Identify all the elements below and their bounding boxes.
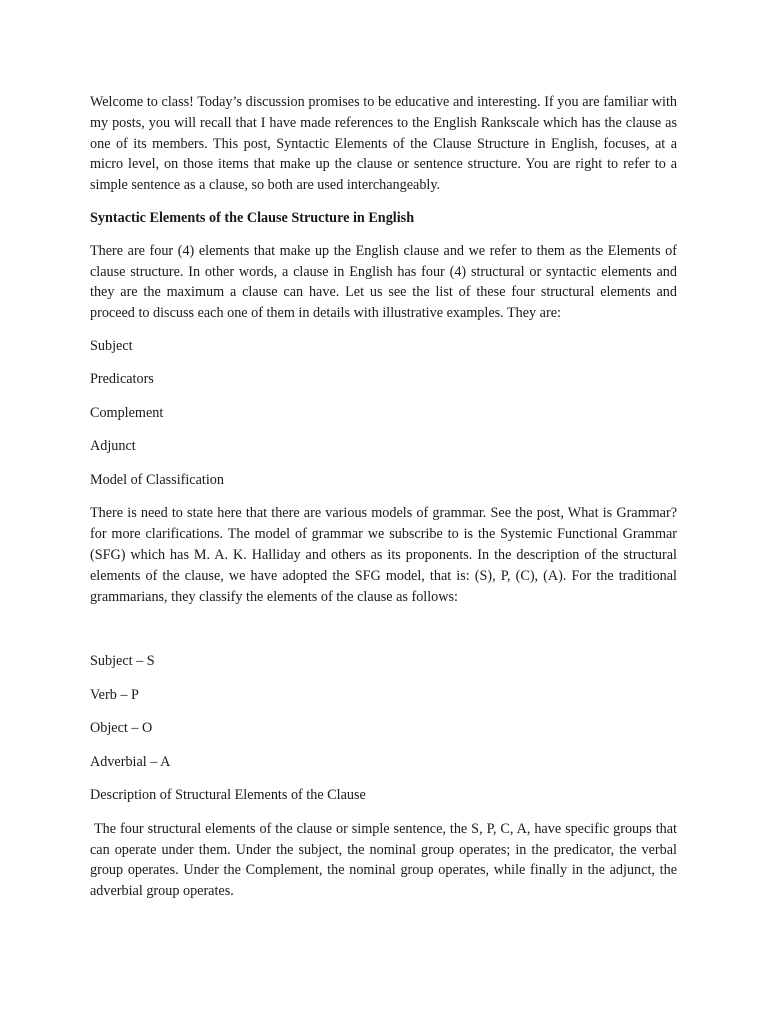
list-item-adverbial-a: Adverbial – A bbox=[90, 753, 171, 770]
section-heading: Syntactic Elements of the Clause Structure in English bbox=[90, 209, 415, 226]
list-item-complement: Complement bbox=[90, 404, 164, 421]
description-heading: Description of Structural Elements of the Clause bbox=[90, 787, 366, 804]
list-item-verb-p: Verb – P bbox=[90, 686, 139, 703]
list-item-adjunct: Adjunct bbox=[90, 438, 136, 455]
model-paragraph: There is need to state here that there are various models of grammar. See the post, What is Grammar? for more clarifications. The model of grammar we subscribe to is the Systemic Functional Grammar (SFG) which has M. A. K. Halliday and others as its proponents. In the description of the structural elements of the clause, we have adopted the SFG model, that is: (S), P, (C), (A). For the traditional grammarians, they classify the elements of the clause as follows: bbox=[90, 505, 677, 605]
traditional-list bbox=[90, 651, 677, 772]
intro-paragraph: Welcome to class! Today’s discussion promises to be educative and interesting. If you are familiar with my posts, you will recall that I have made references to the English Rankscale which has the clause as one of its members. This post, Syntactic Elements of the Clause Structure in English, focuses, at a micro level, on those items that make up the clause or sentence structure. You are right to refer to a simple sentence as a clause, so both are used interchangeably. bbox=[90, 94, 677, 194]
document-body bbox=[90, 92, 677, 914]
list-item-object-o: Object – O bbox=[90, 720, 153, 737]
elements-paragraph: There are four (4) elements that make up the English clause and we refer to them as the Elements of clause structure. In other words, a clause in English has four (4) structural or syntactic elements and they are the maximum a clause can have. Let us see the list of these four structural elements and proceed to discuss each one of them in details with illustrative examples. They are: bbox=[90, 242, 677, 322]
model-heading: Model of Classification bbox=[90, 471, 224, 488]
list-item-subject-s: Subject – S bbox=[90, 653, 155, 670]
elements-list bbox=[90, 336, 677, 457]
description-paragraph: The four structural elements of the clause or simple sentence, the S, P, C, A, have specific groups that can operate under them. Under the subject, the nominal group operates; in the predicator, the verbal group operates. Under the Complement, the nominal group operates, while finally in the adjunct, the adverbial group operates. bbox=[90, 820, 677, 900]
list-item-subject: Subject bbox=[90, 337, 133, 354]
list-item-predicators: Predicators bbox=[90, 371, 154, 388]
blank-line bbox=[90, 619, 677, 651]
